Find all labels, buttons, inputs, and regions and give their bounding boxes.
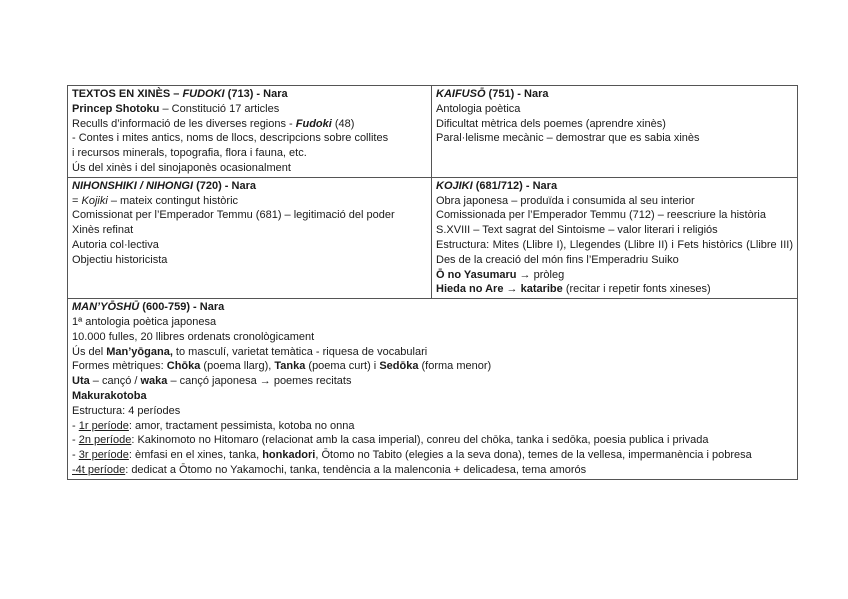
kojiki-line-4: Estructura: Mites (Llibre I), Llegendes (Llibre II) i Fets històrics (Llibre III) Des de la creació del món fins l’Emperadriu Suiko: [436, 238, 793, 266]
fudoki-line-2: Reculls d’informació de les diverses regions - Fudoki (48): [72, 117, 355, 130]
literature-table: [67, 85, 798, 480]
manyoshu-line-5: Uta – cançó / waka – cançó japonesa → poemes recitats: [72, 375, 352, 388]
fudoki-line-3: - Contes i mites antics, noms de llocs, descripcions sobre collites: [72, 132, 389, 145]
manyoshu-line-4: Formes mètriques: Chōka (poema llarg), Tanka (poema curt) i Sedōka (forma menor): [72, 360, 492, 373]
fudoki-cell: [68, 86, 432, 178]
kaifuso-line-2: Dificultat mètrica dels poemes (aprendre xinès): [436, 117, 666, 130]
table-row: [68, 86, 798, 178]
nihonshiki-line-4: Autoria col·lectiva: [72, 238, 159, 251]
kaifuso-line-1: Antologia poètica: [436, 102, 521, 115]
kaifuso-line-3: Paral·lelisme mecànic – demostrar que es sabia xinès: [436, 132, 700, 145]
kojiki-heading: KOJIKI (681/712) - Nara: [436, 179, 558, 192]
period-2: - 2n període: Kakinomoto no Hitomaro (relacionat amb la casa imperial), conreu del chōka, tanka i sedōka, poesia publica i privada: [72, 434, 709, 447]
fudoki-heading: TEXTOS EN XINÈS – FUDOKI (713) - Nara: [72, 88, 288, 100]
nihonshiki-cell: [68, 177, 432, 298]
kojiki-line-1: Obra japonesa – produïda i consumida al seu interior: [436, 194, 695, 207]
period-3: - 3r període: èmfasi en el xines, tanka, honkadori, Ōtomo no Tabito (elegies a la seva dona), temes de la vellesa, impermanència i pobresa: [72, 449, 752, 462]
table-row: [68, 177, 798, 298]
kaifuso-heading: KAIFUSŌ (751) - Nara: [436, 88, 549, 100]
nihonshiki-line-2: Comissionat per l’Emperador Temmu (681) – legitimació del poder: [72, 209, 395, 222]
fudoki-line-4: i recursos minerals, topografia, flora i fauna, etc.: [72, 147, 307, 160]
kojiki-cell: [432, 177, 798, 298]
period-4: -4t període: dedicat a Ōtomo no Yakamochi, tanka, tendència a la malenconia + delicadesa, tema amorós: [72, 463, 587, 476]
kojiki-line-3: S.XVIII – Text sagrat del Sintoisme – valor literari i religiós: [436, 224, 718, 237]
manyoshu-line-1: 1ª antologia poètica japonesa: [72, 315, 217, 328]
manyoshu-heading: MAN’YŌSHŪ (600-759) - Nara: [72, 301, 225, 314]
manyoshu-line-7: Estructura: 4 períodes: [72, 404, 181, 417]
kojiki-line-5: Ō no Yasumaru → pròleg: [436, 268, 565, 281]
manyoshu-line-2: 10.000 fulles, 20 llibres ordenats cronològicament: [72, 330, 315, 343]
manyoshu-line-3: Ús del Man’yōgana, to masculí, varietat temàtica - riquesa de vocabulari: [72, 345, 428, 358]
nihonshiki-heading: NIHONSHIKI / NIHONGI (720) - Nara: [72, 179, 256, 192]
fudoki-line-5: Ús del xinès i del sinojaponès ocasionalment: [72, 161, 291, 174]
fudoki-line-1: Princep Shotoku – Constitució 17 articles: [72, 102, 280, 115]
table-row: [68, 299, 798, 480]
manyoshu-line-6: Makurakotoba: [72, 389, 147, 402]
nihonshiki-line-5: Objectiu historicista: [72, 253, 168, 266]
nihonshiki-line-3: Xinès refinat: [72, 224, 134, 237]
manyoshu-cell: [68, 299, 798, 480]
kojiki-line-6: Hieda no Are → kataribe (recitar i repetir fonts xineses): [436, 283, 711, 296]
kojiki-line-2: Comissionada per l’Emperador Temmu (712) – reescriure la història: [436, 209, 766, 222]
kaifuso-cell: [432, 86, 798, 178]
nihonshiki-line-1: = Kojiki – mateix contingut històric: [72, 194, 239, 207]
period-1: - 1r període: amor, tractament pessimista, kotoba no onna: [72, 419, 355, 432]
